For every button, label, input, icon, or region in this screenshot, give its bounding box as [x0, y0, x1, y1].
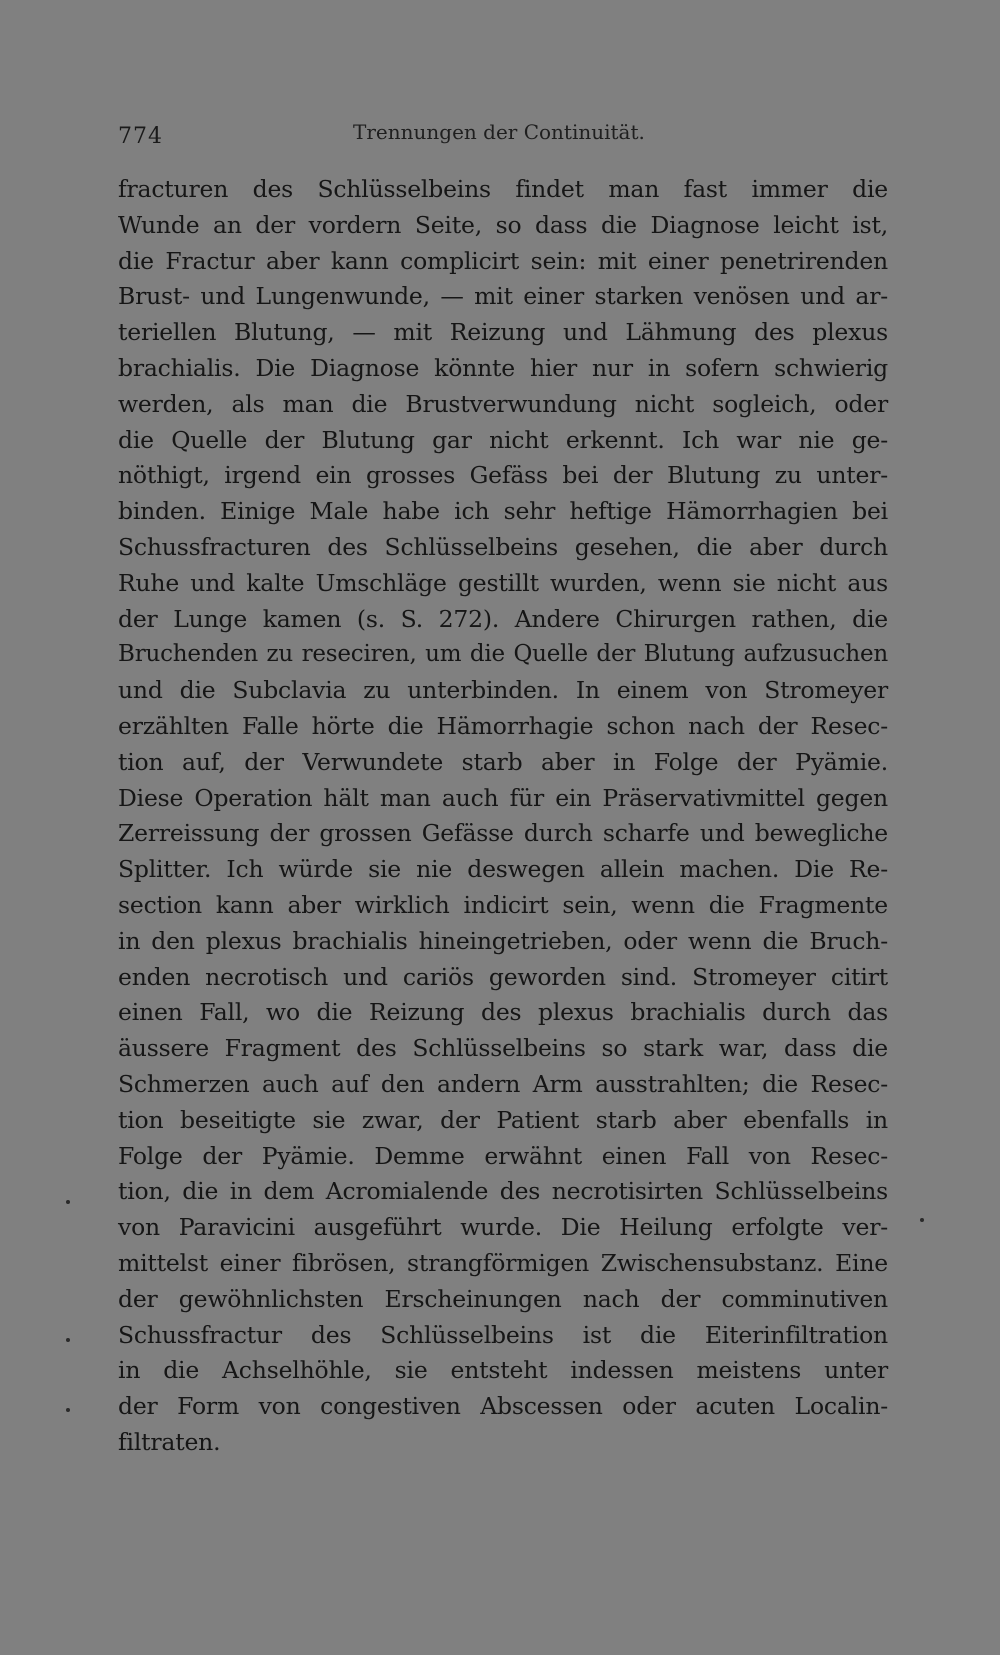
text-line: Folge der Pyämie. Demme erwähnt einen Fall von Resec- [118, 1141, 888, 1170]
text-line: fracturen des Schlüsselbeins findet man fast immer die [118, 175, 888, 203]
text-line: werden, als man die Brustverwundung nicht sogleich, oder [118, 389, 888, 418]
margin-speck [66, 1408, 70, 1412]
text-line: Diese Operation hält man auch für ein Präservativmittel gegen [118, 783, 888, 812]
text-line: tion, die in dem Acromialende des necrotisirten Schlüsselbeins [118, 1177, 888, 1206]
text-line: der gewöhnlichsten Erscheinungen nach der comminutiven [118, 1284, 888, 1313]
text-line: äussere Fragment des Schlüsselbeins so stark war, dass die [118, 1034, 888, 1063]
text-line: der Lunge kamen (s. S. 272). Andere Chirurgen rathen, die [118, 604, 888, 633]
margin-speck [66, 1200, 70, 1204]
text-line: Splitter. Ich würde sie nie deswegen allein machen. Die Re- [118, 855, 888, 884]
text-line: enden necrotisch und cariös geworden sind. Stromeyer citirt [118, 962, 888, 991]
text-line: einen Fall, wo die Reizung des plexus brachialis durch das [118, 998, 888, 1027]
text-line: tion beseitigte sie zwar, der Patient starb aber ebenfalls in [118, 1105, 888, 1134]
page-number: 774 [118, 124, 163, 149]
text-line: filtraten. [118, 1427, 221, 1456]
text-line: mittelst einer fibrösen, strangförmigen Zwischensubstanz. Eine [118, 1248, 888, 1277]
text-line: und die Subclavia zu unterbinden. In einem von Stromeyer [118, 676, 888, 705]
text-line: Bruchenden zu reseciren, um die Quelle der Blutung aufzusuchen [118, 641, 888, 668]
text-line: brachialis. Die Diagnose könnte hier nur in sofern schwierig [118, 353, 888, 382]
body-text [118, 172, 888, 1461]
running-head: Trennungen der Continuität. [353, 120, 645, 144]
text-line: der Form von congestiven Abscessen oder acuten Localin- [118, 1392, 888, 1421]
text-line: die Quelle der Blutung gar nicht erkennt. Ich war nie ge- [118, 425, 888, 454]
text-line: Schussfractur des Schlüsselbeins ist die Eiterinfiltration [118, 1320, 888, 1349]
margin-speck [66, 1338, 70, 1342]
text-line: Brust- und Lungenwunde, — mit einer starken venösen und ar- [118, 282, 888, 311]
text-line: Ruhe und kalte Umschläge gestillt wurden, wenn sie nicht aus [118, 568, 888, 597]
text-line: in den plexus brachialis hineingetrieben, oder wenn die Bruch- [118, 926, 888, 955]
text-line: teriellen Blutung, — mit Reizung und Lähmung des plexus [118, 318, 888, 347]
text-line: binden. Einige Male habe ich sehr heftige Hämorrhagien bei [118, 497, 888, 526]
text-line: Schussfracturen des Schlüsselbeins gesehen, die aber durch [118, 532, 888, 561]
text-line: in die Achselhöhle, sie entsteht indessen meistens unter [118, 1356, 888, 1385]
text-line: Schmerzen auch auf den andern Arm ausstrahlten; die Resec- [118, 1069, 888, 1098]
text-line: tion auf, der Verwundete starb aber in Folge der Pyämie. [118, 747, 888, 776]
margin-speck [920, 1218, 924, 1222]
text-line: von Paravicini ausgeführt wurde. Die Heilung erfolgte ver- [118, 1213, 888, 1242]
text-line: die Fractur aber kann complicirt sein: mit einer penetrirenden [118, 246, 888, 275]
text-line: Zerreissung der grossen Gefässe durch scharfe und bewegliche [118, 819, 888, 848]
text-line: section kann aber wirklich indicirt sein, wenn die Fragmente [118, 890, 888, 919]
text-line: nöthigt, irgend ein grosses Gefäss bei der Blutung zu unter- [118, 461, 888, 490]
text-line: erzählten Falle hörte die Hämorrhagie schon nach der Resec- [118, 711, 888, 740]
text-line: Wunde an der vordern Seite, so dass die Diagnose leicht ist, [118, 210, 888, 239]
page-header [118, 120, 888, 156]
